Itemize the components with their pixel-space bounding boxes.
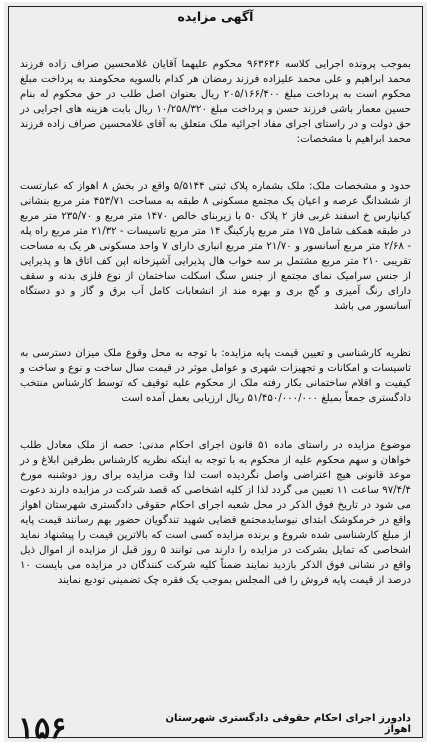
notice-title: آگهی مزایده: [177, 9, 254, 24]
notice-paragraph: موضوع مزایده در راستای ماده ۵۱ قانون اجرای احکام مدنی: حصه از ملک معادل طلب خواهان و سهم محکوم علیه از محکوم به با توجه به اینکه نظریه کارشناس بطرفین ابلاغ و در موعد قانونی هیچ اعتراضی واصل نگردیده است لذا وقت مزایده برای روز دوشنبه مورخ ۹۷/۴/۴ ساعت ۱۱ تعیین می گردد لذا از کلیه اشخاصی که قصد شرکت در مزایده دارند دعوت می شود در تاریخ فوق الذکر در محل شعبه اجرای احکام حقوقی دادگستری شهرستان اهواز واقع در خرمکوشک ابتدای نیوسایدمجتمع قضایی شهید تندگویان حضور بهم رسانند قیمت پایه از مبلغ کارشناسی شده شروع و برنده مزایده کسی است که بالاترین قیمت را پیشنهاد نماید اشخاصی که تمایل بشرکت در مزایده را دارند می توانند ۵ روز قبل از مزایده از اموال ذیل واقع در نشانی فوق الذکر بازدید نمایند ضمناً کلیه شرکت کنندگان در مزایده می بایست ۱۰ درصد از قیمت پایه فروش را فی المجلس بموجب یک فقره چک تضمینی تودیع نمایند: [16, 440, 412, 586]
notice-paragraph: حدود و مشخصات ملک: ملک بشماره پلاک ثبتی ۵/۵۱۴۴ واقع در بخش ۸ اهواز که عبارتست از ششدانگ عرصه و اعیان یک مجتمع مسکونی ۸ طبقه به مساحت ۴۵۳/۷۱ متر مربع بنشانی کیانپارس خ اسفند غربی فاز ۲ پلاک ۵۰ با زیربنای خالص ۱۴۷۰ متر مربع و ۲۳۵/۷۰ متر مربع در طبقه همکف شامل ۱۷۵ متر مربع پارکینگ ۱۴ متر مربع تاسیسات - ۲۱/۳۲ متر مربع راه پله - ۲/۶۸ متر مربع آسانسور و ۲۱/۷۰ متر مربع انباری دارای ۷ واحد مسکونی هر یک به مساحت تقریبی ۲۱۰ متر مربع مشتمل بر سه خواب هال پذیرایی آشپزخانه اپن کف اتاق ها و پذیرایی از جنس سرامیک نمای مجتمع از جنس سنگ اسکلت ساختمان از نوع فلزی بدنه و سقف دارای رنگ آمیزی و گچ بری و بهره مند از انشعابات کامل آب برق و گاز و دو دستگاه آسانسور می باشد: [16, 181, 412, 312]
notice-signature: دادورز اجرای احکام حقوقی دادگستری شهرستان اهواز: [165, 713, 411, 735]
notice-body: [16, 27, 412, 733]
notice-frame: [8, 6, 423, 738]
notice-paragraph: بموجب پرونده اجرایی کلاسه ۹۶۳۶۳۶ محکوم علیهما آقایان غلامحسین صراف زاده فرزند محمد ابراهیم و علی محمد علیزاده فرزند رمضان هر کدام بالسویه محکومند به پرداخت مبلغ محکوم است به پرداخت مبلغ ۲۰۵/۱۶۶/۴۰۰ ریال بعنوان اصل طلب در حق محکوم له بنام حسین معمار باشی فرزند حسن و پرداخت مبلغ ۱۰/۲۵۸/۳۲۰ ریال بابت هزینه های اجرایی در حق دولت و در راستای اجرای مفاد اجرائیه ملک متعلق به آقای غلامحسین صراف زاده فرزند محمد ابراهیم با مشخصات:: [16, 59, 411, 145]
notice-paragraph: نظریه کارشناسی و تعیین قیمت پایه مزایده: با توجه به محل وقوع ملک میزان دسترسی به تاسیسات و امکانات و تجهیزات شهری و عوامل موثر در قیمت سال ساخت و نوع و ساخت و کیفیت و اقلام ساختمانی بکار رفته ملک از محکوم علیه توقیف که توسط کارشناس منتخب دادگستری جمعاً بمبلغ ۵۱/۴۵۰/۰۰۰/۰۰۰ ریال ارزیابی بعمل آمده است: [16, 348, 411, 404]
newspaper-clipping: [4, 2, 427, 746]
handwritten-number: ۱۵۶: [18, 711, 67, 746]
